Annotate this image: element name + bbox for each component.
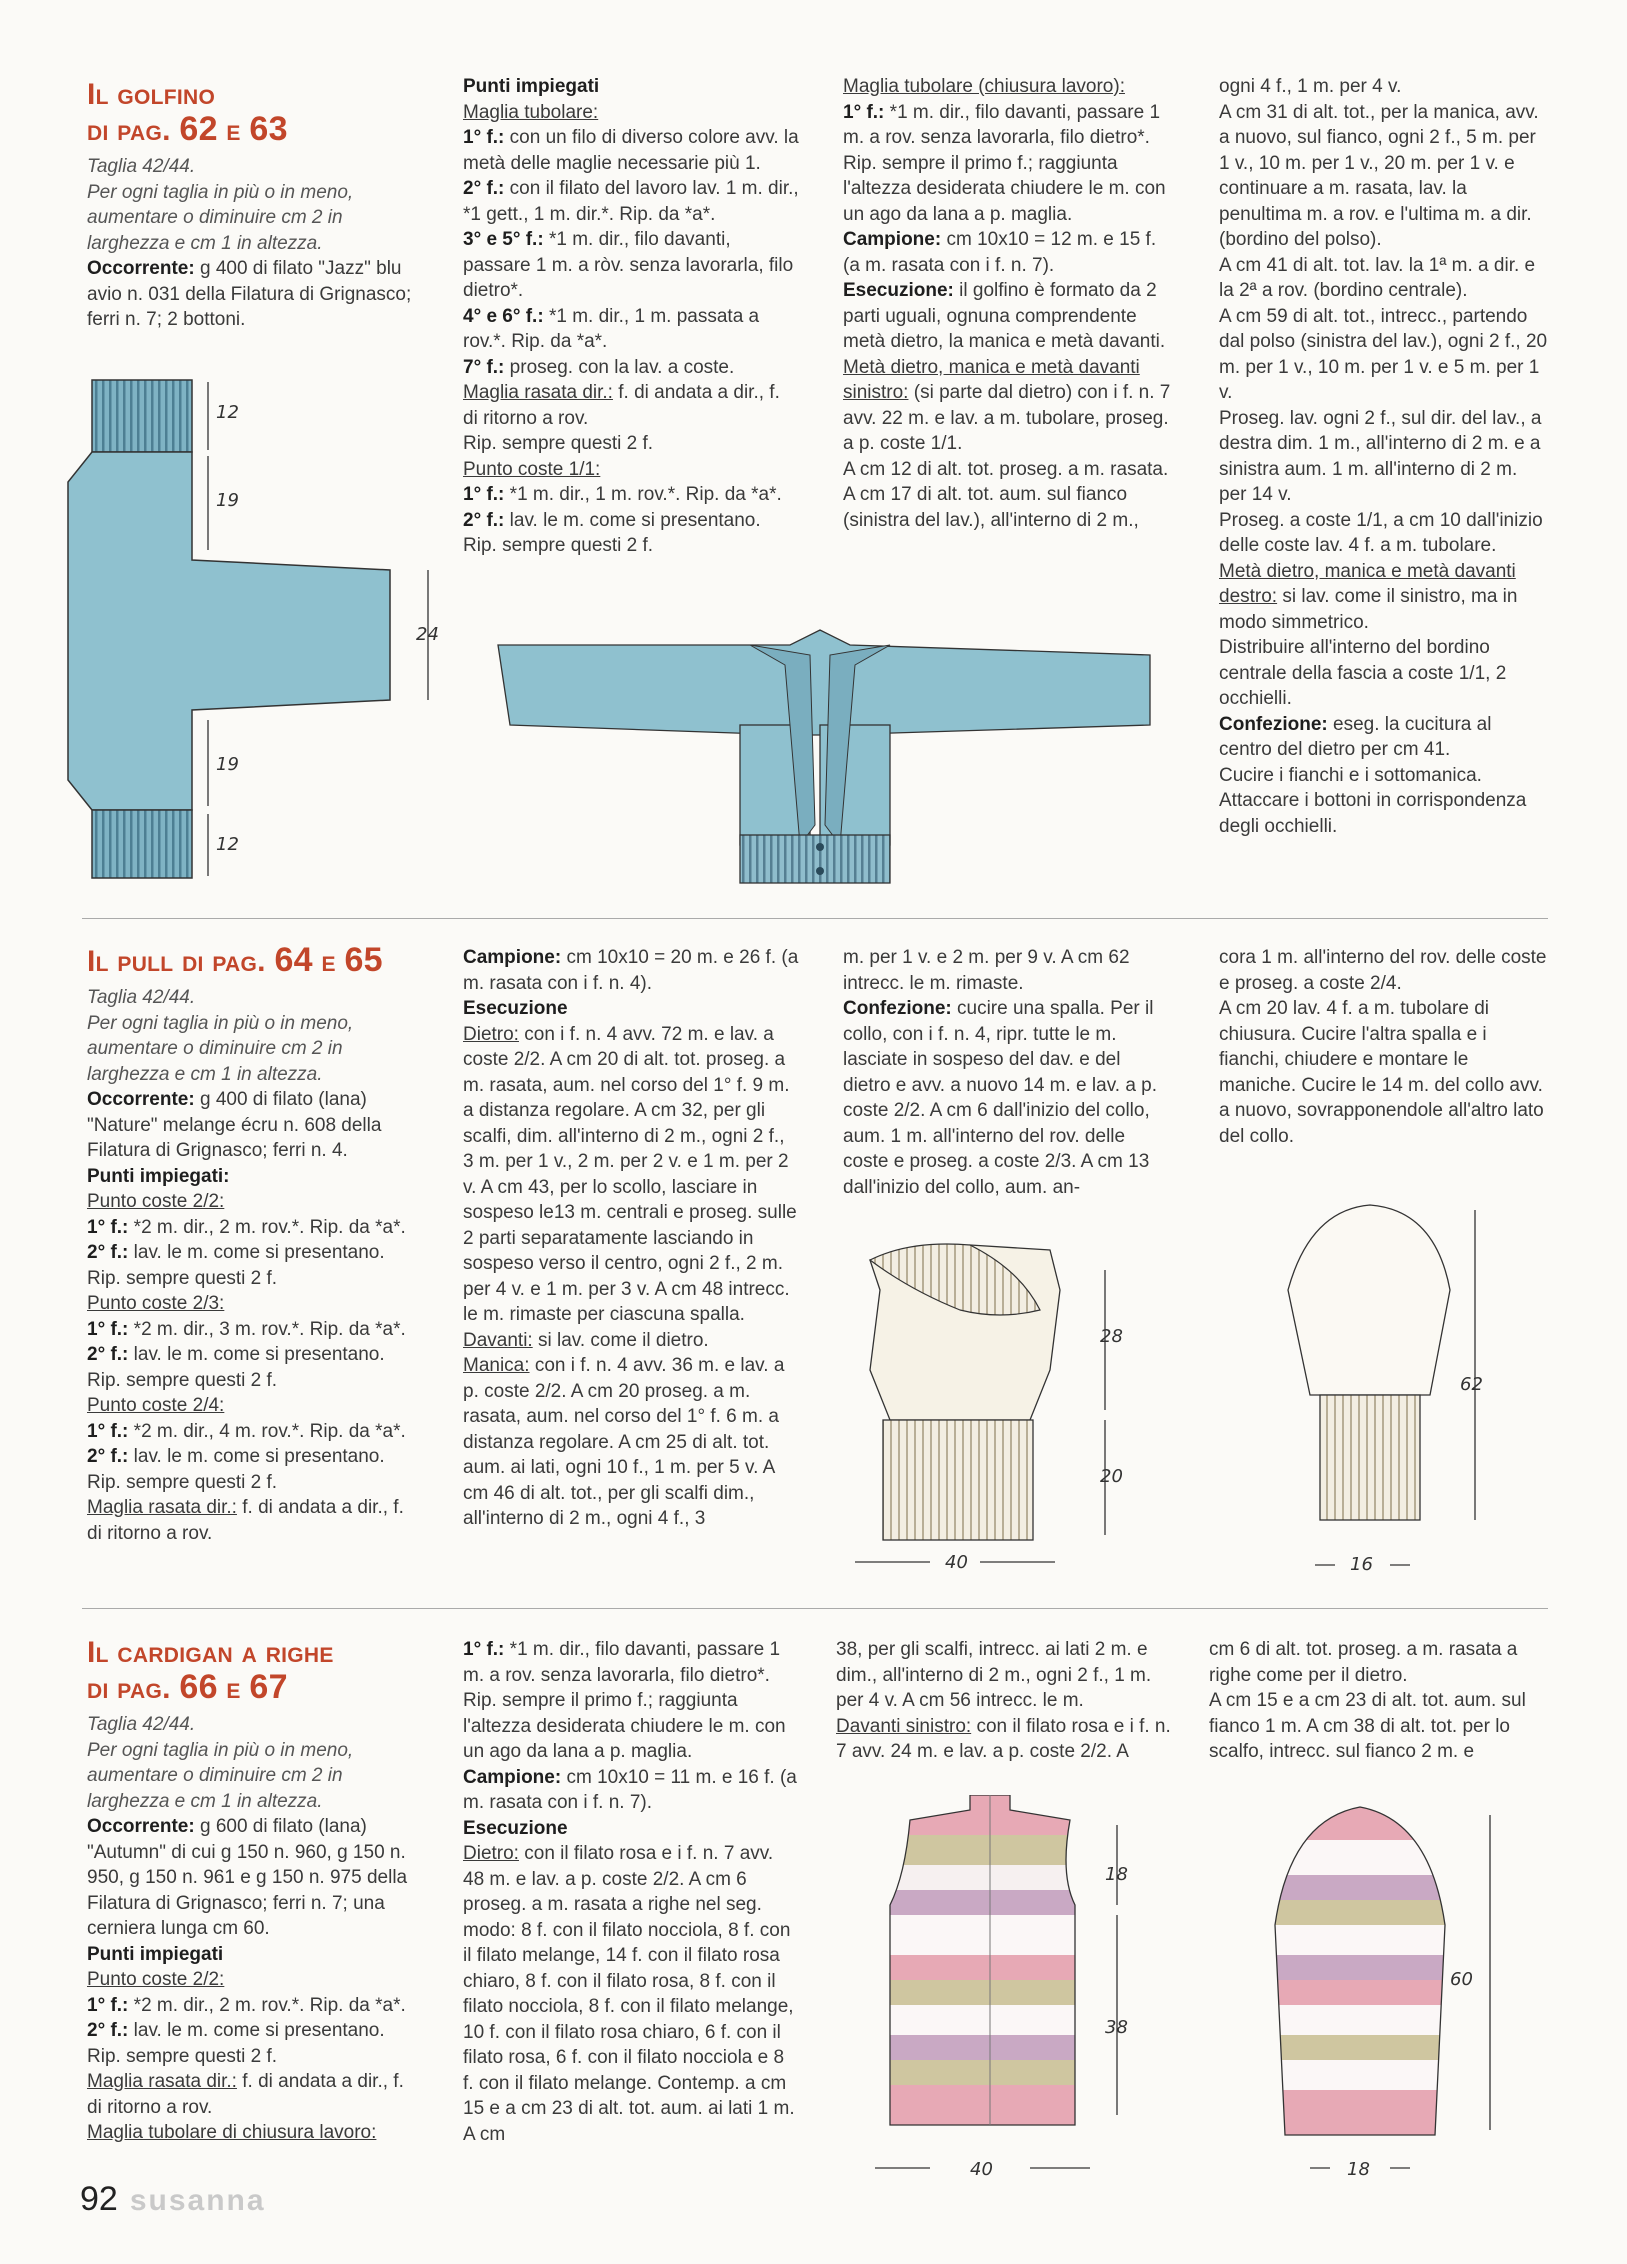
s3-c3-dav: con il filato rosa e i f. n. 7 avv. 24 m. e lav. a p. coste 2/2. A [836,1715,1171,1762]
s1-diag-rib-top [92,380,192,452]
s1-dim-collar: 12 [216,402,239,423]
s2-punti-title: Punti impiegati: [87,1165,230,1187]
s3-mr-title: Maglia rasata dir.: [87,2071,237,2092]
s1-mt-title: Maglia tubolare: [463,101,599,123]
s1-c3-esec: il golfino è formato da 2 parti uguali, ognuna comprendente metà dietro, la manica e metà davanti. [843,280,1166,352]
s1-pc-title: Punto coste 1/1: [463,458,601,480]
s2-pc24-2-label: 2° f.: [87,1446,129,1467]
s1-mr-title: Maglia rasata dir.: [463,382,613,403]
s1-title-num1: 62 [179,110,218,148]
s1-c3-camp-label: Campione: [843,229,942,250]
s2-title-rest: di pag. [182,945,266,978]
s2-col4 [1219,945,1549,1149]
s3-body-diagram [870,1795,1200,2180]
s1-title-e: e [226,114,241,147]
s2-c3-p1: m. per 1 v. e 2 m. per 9 v. A cm 62 intrecc. le m. rimaste. [843,947,1130,994]
s3-dim-sleeve: 60 [1450,1969,1473,1990]
s3-dim-width: 40 [970,2159,993,2180]
s2-dim-rib: 20 [1100,1466,1123,1487]
s3-c2-camp-label: Campione: [463,1766,562,1788]
s2-rip-a: Rip. sempre questi 2 f. [87,1267,278,1289]
s2-col1 [87,943,417,1546]
s1-mt7: proseg. con la lav. a coste. [509,356,735,378]
s3-c2-dietro: con il filato rosa e i f. n. 7 avv. 48 m. e lav. a p. coste 2/2. A cm 6 proseg. a m. rasata a righe nel seg. modo: 8 f. con il filato nocciola, 8 f. con il filato melange, 14 f. con il filato rosa chiaro, 8 f. con il filato rosa, 8 f. con il filato nocciola, 8 f. con il filato melange, 10 f. con il filato rosa chiaro, 6 f. con il filato rosa, 6 f. con il filato nocciola e 8 f. con il filato melange. Contemp. a cm 15 e a cm 23 di alt. tot. aum. ai lati 1 m. A cm [463,1843,795,2145]
s2-c2-camp: cm 10x10 = 20 m. e 26 f. (a m. rasata con i f. n. 4). [463,947,799,994]
s1-title-num2: 63 [249,110,288,148]
s3-dim-lower: 38 [1105,2017,1128,2038]
s2-rip-c: Rip. sempre questi 2 f. [87,1471,278,1493]
s1-taglia: Taglia 42/44. [87,156,196,177]
s1-occ-text: g 400 di filato "Jazz" blu avio n. 031 della Filatura di Grignasco; ferri n. 7; 2 bottoni. [87,258,412,330]
s1-pc2-label: 2° f.: [463,509,505,531]
s1-mt1-label: 1° f.: [463,127,505,148]
s1-c3-mtc1-label: 1° f.: [843,101,885,123]
page-footer [80,2180,266,2219]
s3-c4-p1: cm 6 di alt. tot. proseg. a m. rasata a righe come per il dietro. [1209,1639,1518,1686]
s1-col4 [1219,74,1549,839]
s2-occ-label: Occorrente: [87,1089,195,1110]
s2-diag-rib [883,1420,1033,1540]
s2-pc23-1: *2 m. dir., 3 m. rov.*. Rip. da *a*. [133,1318,406,1340]
s3-pc22-title: Punto coste 2/2: [87,1969,225,1990]
s1-title-rest: di pag. [87,114,171,147]
s1-c3-camp: cm 10x10 = 12 m. e 15 f. (a m. rasata con i f. n. 7). [843,229,1157,276]
s2-title-main: Il pull [87,945,174,978]
s2-dim-cuff: 16 [1350,1554,1373,1575]
s2-c2-manica-title: Manica: [463,1355,530,1376]
s2-pc22-2: lav. le m. come si presentano. [133,1242,385,1263]
s1-mt7-label: 7° f.: [463,356,505,378]
s1-pattern-diagram [60,370,460,885]
s1-c4-p5: Proseg. lav. ogni 2 f., sul dir. del lav., a destra dim. 1 m., all'interno di 2 m. e a sinistra aum. 1 m. all'interno di 2 m. per 14 v. [1219,407,1542,505]
s2-c2-davanti: si lav. come il dietro. [537,1329,709,1351]
s1-c4-p4: A cm 59 di alt. tot., intrecc., partendo dal polso (sinistra del lav.), ogni 2 f., 20 m. per 1 v., 10 m. per 1 v. e 5 m. per 1 v. [1219,305,1548,403]
s1-c4-conf-label: Confezione: [1219,713,1328,735]
s3-pc22-2: lav. le m. come si presentano. [133,2020,385,2041]
s2-pc23-1-label: 1° f.: [87,1318,129,1340]
s1-c3-p2: A cm 12 di alt. tot. proseg. a m. rasata. [843,458,1169,480]
s3-pc22-1: *2 m. dir., 2 m. rov.*. Rip. da *a*. [133,1994,406,2016]
s2-c2-davanti-title: Davanti: [463,1329,533,1351]
s3-mr: f. di andata a dir., f. di ritorno a rov. [87,2071,404,2118]
s2-occ-text: g 400 di filato (lana) "Nature" melange écru n. 608 della Filatura di Grignasco; ferri n. 4. [87,1089,382,1161]
s2-c4-p1: cora 1 m. all'interno del rov. delle coste e proseg. a coste 2/4. [1219,947,1547,994]
s3-col4 [1209,1637,1549,1765]
s3-col1 [87,1636,417,2146]
s1-title [87,78,417,148]
s2-pc24-1: *2 m. dir., 4 m. rov.*. Rip. da *a*. [133,1420,406,1442]
s3-title-num1: 66 [179,1668,218,1706]
s3-col2 [463,1637,799,2147]
s3-c2-dietro-title: Dietro: [463,1843,519,1864]
s1-pc2: lav. le m. come si presentano. [509,509,761,531]
s1-rip2: Rip. sempre questi 2 f. [463,433,654,454]
s3-sleeve-stripes [1265,1795,1465,2135]
s1-c4-p6: Proseg. a coste 1/1, a cm 10 dall'inizio delle coste lav. 4 f. a m. tubolare. [1219,509,1543,556]
s3-title [87,1636,417,1706]
s2-pc23-title: Punto coste 2/3: [87,1293,225,1314]
s3-title-rest: di pag. [87,1672,171,1705]
s2-dim-body: 28 [1100,1326,1123,1347]
s2-taglia: Taglia 42/44. [87,987,196,1008]
s1-rip2b: Rip. sempre questi 2 f. [463,535,654,556]
page-number: 92 [80,2180,118,2218]
s1-dim-upper: 19 [216,490,239,511]
s2-c3-conf: cucire una spalla. Per il collo, con i f. n. 4, ripr. tutte le m. lasciate in sospeso del dav. e del dietro e avv. a nuovo 14 m. e lav. a p. coste 2/2. A cm 6 dall'inizio del collo, aum. 1 m. all'interno del rov. delle coste e proseg. a coste 2/3. A cm 13 dall'inizio del collo, aum. an- [843,998,1158,1198]
s1-c3-meta: (si parte dal dietro) con i f. n. 7 avv. 22 m. e lav. a m. tubolare, proseg. a p. coste 1/1. [843,382,1171,454]
s2-divider [82,1608,1548,1609]
s1-c4-p7: Distribuire all'interno del bordino centrale della fascia a coste 1/1, 2 occhielli. [1219,637,1507,709]
s2-c2-manica: con i f. n. 4 avv. 36 m. e lav. a p. coste 2/2. A cm 20 proseg. a m. rasata, aum. nel corso del 1° f. 6 m. a distanza regolare. A cm 25 di alt. tot. aum. ai lati, ogni 10 f., 1 m. per 5 v. A cm 46 di alt. tot., per gli scalfi dim., all'interno di 2 m., ogni 4 f., 3 [463,1355,785,1529]
s3-c4-p2: A cm 15 e a cm 23 di alt. tot. aum. sul fianco 1 m. A cm 38 di alt. tot. per lo scalfo, intrecc. sul fianco 2 m. e [1209,1690,1526,1762]
s1-title-main: Il golfino [87,78,216,111]
s3-taglia: Taglia 42/44. [87,1714,196,1735]
s3-punti-title: Punti impiegati [87,1943,224,1965]
s2-dim-sleeve: 62 [1460,1374,1483,1395]
s1-dim-cuff: 12 [216,834,239,855]
s1-per-ogni: Per ogni taglia in più o in meno, aumentare o diminuire cm 2 in larghezza e cm 1 in altezza. [87,181,354,254]
s3-c2-camp: cm 10x10 = 11 m. e 16 f. (a m. rasata con i f. n. 7). [463,1766,797,1813]
s2-sleeve-diagram [1270,1190,1540,1580]
s1-col2 [463,74,799,559]
s2-c2-camp-label: Campione: [463,947,562,968]
s2-c2-esec: Esecuzione [463,998,568,1019]
s3-occ-text: g 600 di filato (lana) "Autumn" di cui g 150 n. 960, g 150 n. 950, g 150 n. 961 e g 150 n. 975 della Filatura di Grignasco; ferri n. 7; una cerniera lunga cm 60. [87,1816,408,1939]
s3-c2-esec: Esecuzione [463,1817,568,1839]
s1-col1 [87,78,417,333]
s1-c4-p2: A cm 31 di alt. tot., per la manica, avv. a nuovo, sul fianco, ogni 2 f., 5 m. per 1 v., 10 m. per 1 v., 20 m. per 1 v. e continuare a m. rasata, lav. la penultima m. a rov. e l'ultima m. a dir. (bordino del polso). [1219,101,1539,250]
s2-pc22-1: *2 m. dir., 2 m. rov.*. Rip. da *a*. [133,1216,406,1238]
s1-c4-p1: ogni 4 f., 1 m. per 4 v. [1219,76,1402,97]
s3-c3-dav-title: Davanti sinistro: [836,1715,972,1737]
s1-c3-mtc-title: Maglia tubolare (chiusura lavoro): [843,76,1125,97]
s1-diag-rib-bottom [92,810,192,878]
s1-mt1: con un filo di diverso colore avv. la metà delle maglie necessarie più 1. [463,127,799,174]
s2-mr: f. di andata a dir., f. di ritorno a rov. [87,1497,404,1544]
s1-garment-illustration [490,625,1170,895]
s2-c4-p2: A cm 20 lav. 4 f. a m. tubolare di chiusura. Cucire l'altra spalla e i fianchi, chiudere e montare le maniche. Cucire le 14 m. del collo avv. a nuovo, sovrapponendole all'altro lato del collo. [1219,998,1544,1147]
s1-c4-p8: Cucire i fianchi e i sottomanica. Attaccare i bottoni in corrispondenza degli occhielli. [1219,764,1527,837]
s1-c3-meta-title: Metà dietro, manica e metà davanti sinistro: [843,356,1140,403]
s1-mt4-label: 4° e 6° f.: [463,305,544,327]
s3-c3-p1: 38, per gli scalfi, intrecc. ai lati 2 m. e dim., all'interno di 2 m., ogni 2 f., 1 m. per 4 v. A cm 56 intrecc. le m. [836,1639,1152,1711]
s2-title-num2: 65 [344,941,383,979]
s2-pc24-1-label: 1° f.: [87,1420,129,1442]
s2-mr-title: Maglia rasata dir.: [87,1497,237,1518]
s1-c3-p3: A cm 17 di alt. tot. aum. sul fianco (sinistra del lav.), all'interno di 2 m., [843,484,1139,531]
s2-c3-conf-label: Confezione: [843,998,952,1019]
s1-garment-waistband [740,835,890,883]
s2-diag-sleeve-top [1288,1205,1450,1395]
s2-body-diagram [850,1230,1180,1575]
s2-rip-b: Rip. sempre questi 2 f. [87,1369,278,1391]
s2-col3 [843,945,1173,1200]
s1-button-2 [816,867,824,875]
s1-c4-p3: A cm 41 di alt. tot. lav. la 1ª m. a dir. e la 2ª a rov. (bordino centrale). [1219,254,1536,301]
s2-title [87,943,417,979]
s1-mr: f. di andata a dir., f. di ritorno a rov. [463,382,780,429]
s3-c2-mtc1-label: 1° f.: [463,1639,505,1660]
s1-occorrente [87,256,417,333]
s1-button-1 [816,843,824,851]
s1-c4-conf: eseg. la cucitura al centro del dietro per cm 41. [1219,713,1492,760]
s2-per-ogni: Per ogni taglia in più o in meno, aumentare o diminuire cm 2 in larghezza e cm 1 in altezza. [87,1012,354,1085]
s2-pc24-2: lav. le m. come si presentano. [133,1446,385,1467]
s2-title-e: e [321,945,336,978]
s1-mt4: *1 m. dir., 1 m. passata a rov.*. Rip. da *a*. [463,305,760,352]
s2-col2 [463,945,799,1532]
s3-dim-cuff: 18 [1347,2159,1370,2180]
s2-pc22-title: Punto coste 2/2: [87,1191,225,1212]
s3-title-main: Il cardigan a righe [87,1636,334,1669]
s1-dim-lower: 19 [216,754,239,775]
s2-dim-width: 40 [945,1552,968,1573]
s3-mtc-title: Maglia tubolare di chiusura lavoro: [87,2122,377,2143]
s2-diag-sleeve-cuff [1320,1395,1420,1520]
s2-pc24-title: Punto coste 2/4: [87,1395,225,1416]
s3-col3 [836,1637,1172,1765]
s2-title-num1: 64 [274,941,313,979]
s1-occ-label: Occorrente: [87,258,195,279]
s2-pc22-1-label: 1° f.: [87,1216,129,1238]
magazine-brand: susanna [129,2184,266,2217]
s1-dim-sleeve: 24 [416,624,439,645]
s3-pc22-1-label: 1° f.: [87,1994,129,2016]
s3-pc22-2-label: 2° f.: [87,2020,129,2041]
s2-pc23-2: lav. le m. come si presentano. [133,1344,385,1365]
s1-c3-esec-label: Esecuzione: [843,280,954,301]
s3-title-e: e [226,1672,241,1705]
s1-mt2-label: 2° f.: [463,178,505,199]
s1-c3-mtc1: *1 m. dir., filo davanti, passare 1 m. a rov. senza lavorarla, filo dietro*. Rip. sempre il primo f.; raggiunta l'altezza desiderata chiudere le m. con un ago da lana a p. maglia. [843,101,1166,225]
s1-mt3: *1 m. dir., filo davanti, passare 1 m. a ròv. senza lavorarla, filo dietro*. [463,229,794,301]
s3-per-ogni: Per ogni taglia in più o in meno, aumentare o diminuire cm 2 in larghezza e cm 1 in altezza. [87,1739,354,1812]
s1-c4-meta: si lav. come il sinistro, ma in modo simmetrico. [1219,586,1518,633]
s3-rip-a: Rip. sempre questi 2 f. [87,2045,278,2067]
s1-garment-body [498,630,1150,735]
s1-mt2: con il filato del lavoro lav. 1 m. dir., *1 gett., 1 m. dir.*. Rip. da *a*. [463,178,799,225]
s1-pc1: *1 m. dir., 1 m. rov.*. Rip. da *a*. [509,484,782,505]
s3-occ-label: Occorrente: [87,1816,195,1837]
s3-sleeve-diagram [1265,1795,1545,2180]
s2-pc22-2-label: 2° f.: [87,1242,129,1263]
s3-c2-mtc1: *1 m. dir., filo davanti, passare 1 m. a rov. senza lavorarla, filo dietro*. Rip. sempre il primo f.; raggiunta l'altezza desiderata chiudere le m. con un ago da lana a p. maglia. [463,1639,786,1762]
s2-c2-dietro-title: Dietro: [463,1023,519,1045]
s2-pc23-2-label: 2° f.: [87,1344,129,1365]
s3-title-num2: 67 [249,1668,288,1706]
s1-col3 [843,74,1173,533]
s1-pc1-label: 1° f.: [463,484,505,505]
s1-divider [82,918,1548,919]
s1-punti-title: Punti impiegati [463,76,600,97]
s2-c2-dietro: con i f. n. 4 avv. 72 m. e lav. a coste 2/2. A cm 20 di alt. tot. proseg. a m. rasata, aum. nel corso del 1° f. 9 m. a distanza regolare. A cm 32, per gli scalfi, dim. all'interno di 2 m., ogni 2 f., 3 m. per 1 v., 2 m. per 2 v. e 1 m. per 2 v. A cm 43, per lo scollo, lasciare in sospeso le13 m. centrali e proseg. sulle 2 parti separatamente lasciando in sospeso verso il centro, ogni 2 f., 2 m. per 4 v. e 1 m. per 3 v. A cm 48 intrecc. le m. rimaste per ciascuna spalla. [463,1023,797,1325]
s1-mt3-label: 3° e 5° f.: [463,229,544,250]
s3-dim-upper: 18 [1105,1864,1128,1885]
s1-c4-meta-title: Metà dietro, manica e metà davanti destro: [1219,560,1516,607]
